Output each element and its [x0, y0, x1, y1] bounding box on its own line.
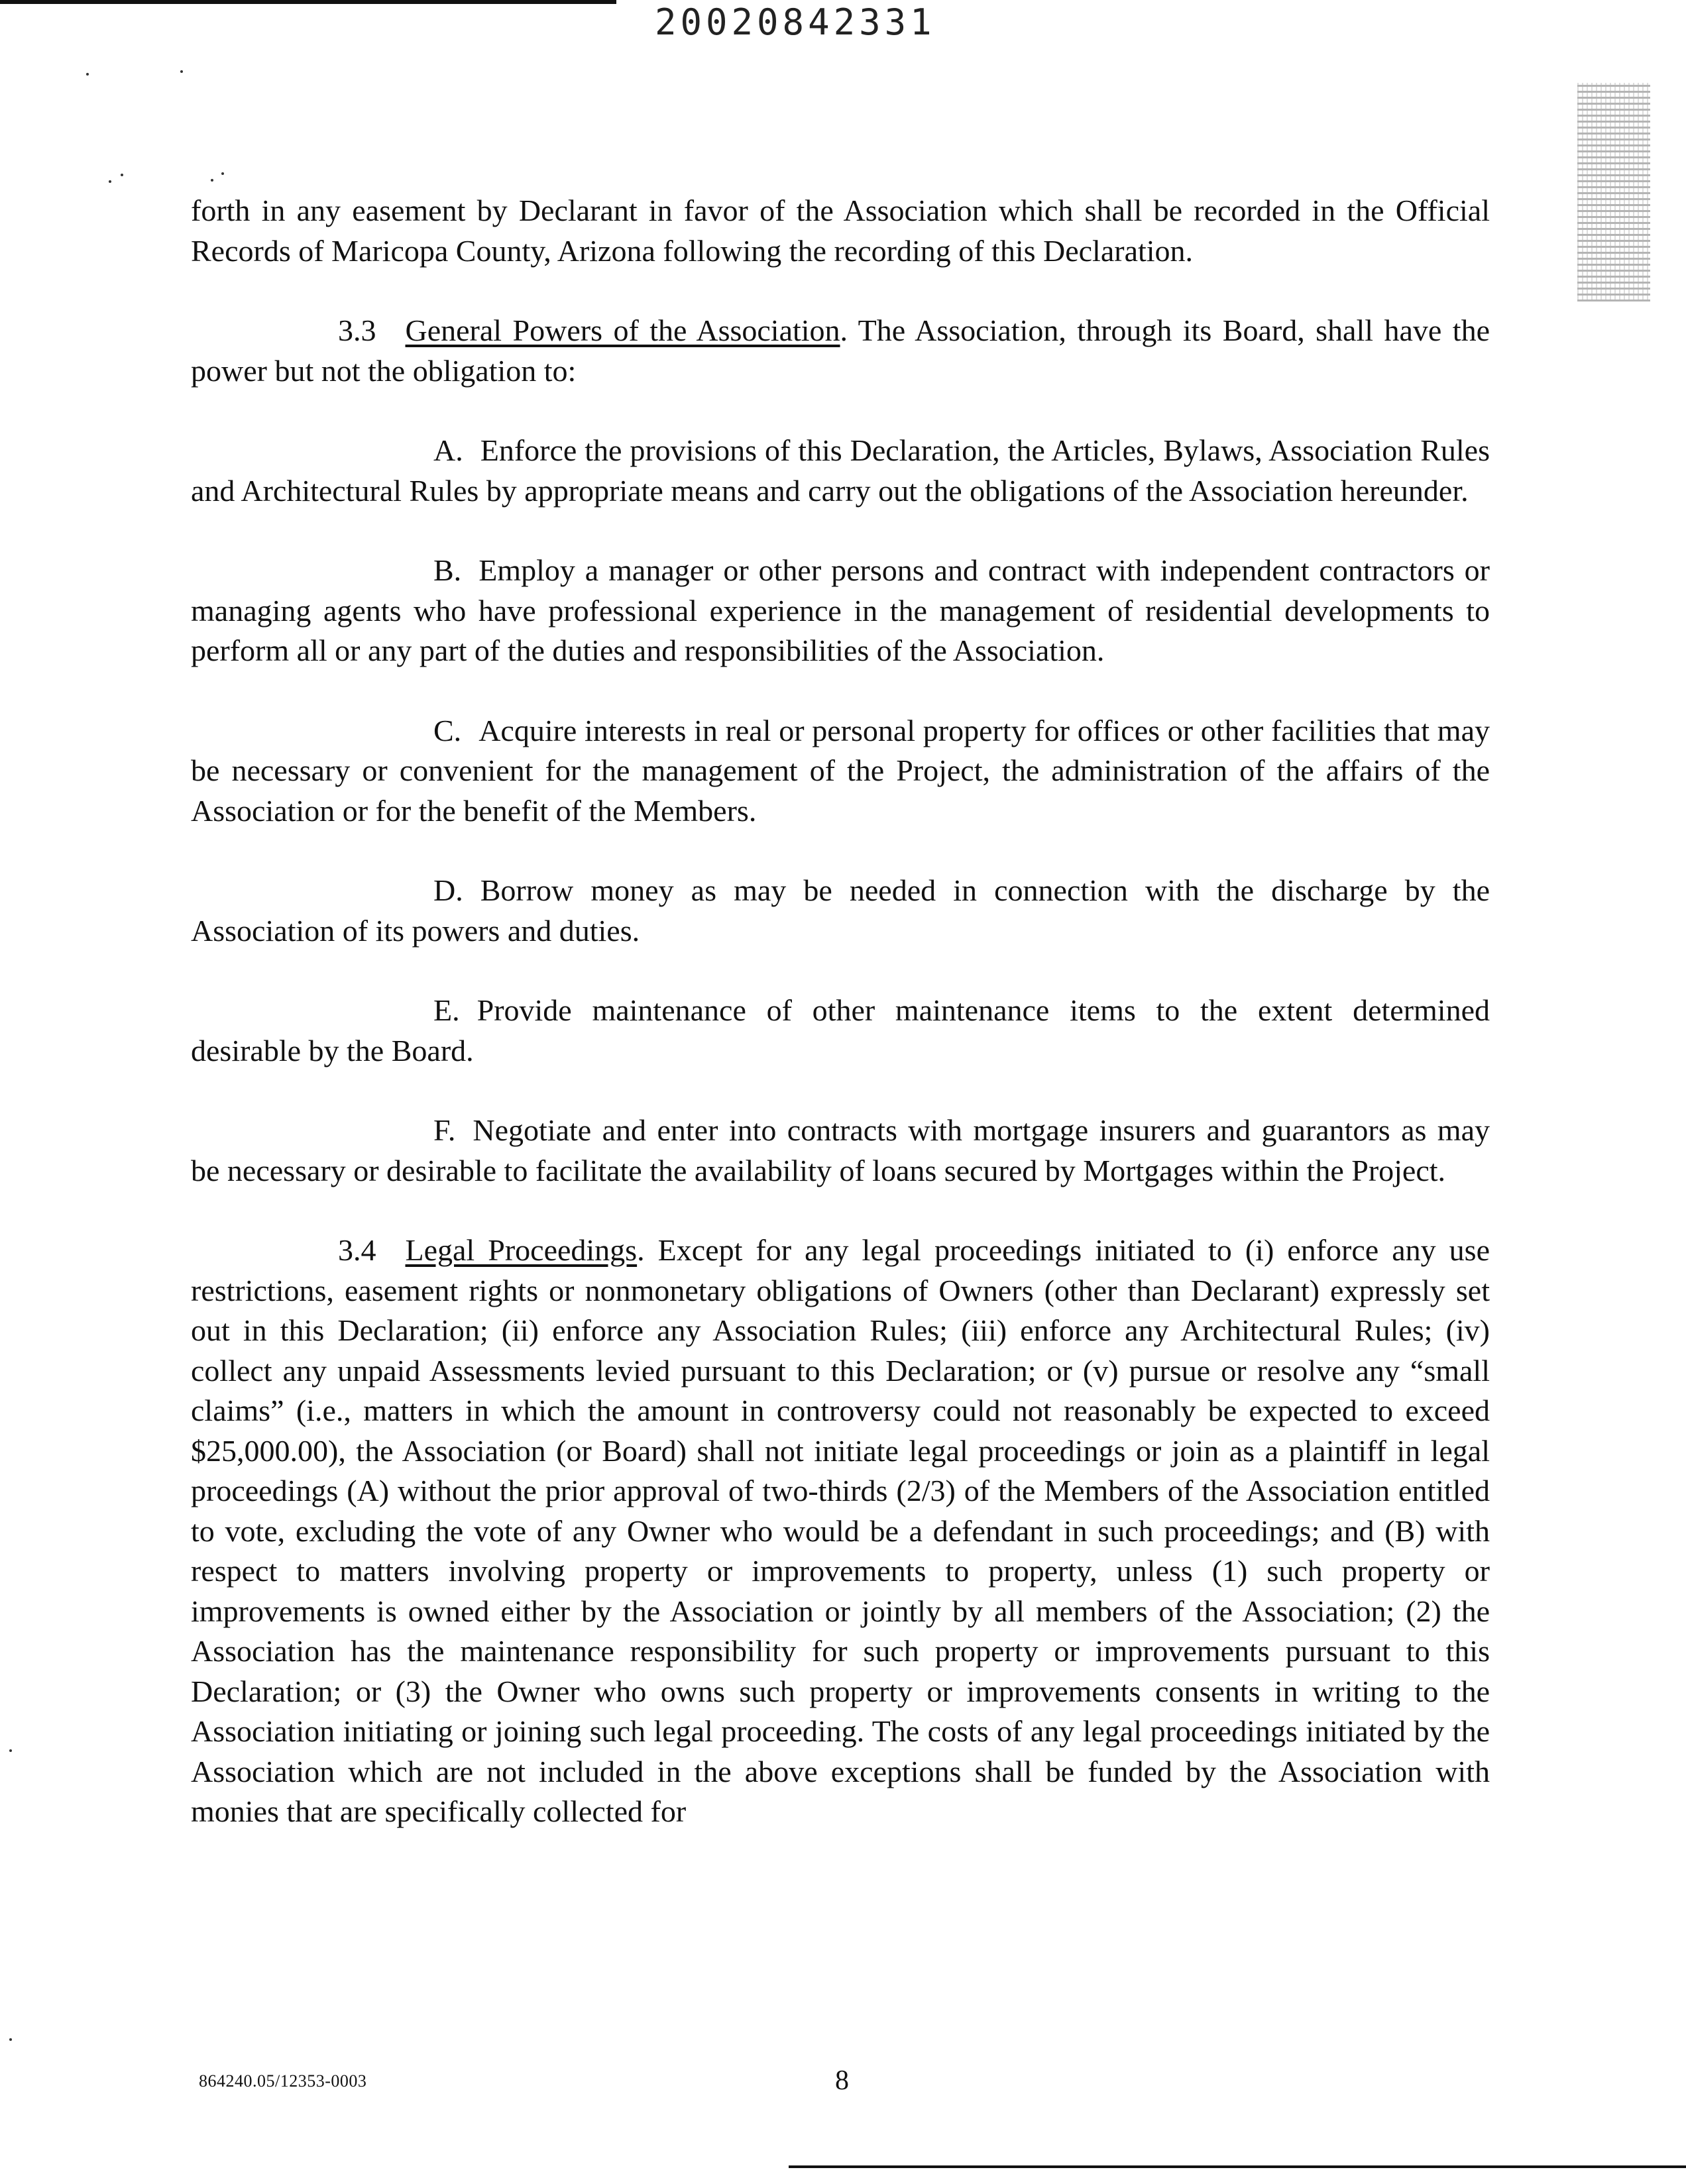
paragraph-continuation: forth in any easement by Declarant in favor of the Association which shall be recorded in the Official Records of Maricopa County, Arizona following the recording of this Declaration. — [191, 193, 1490, 268]
section-text: . Except for any legal proceedings initiated to (i) enforce any use restrictions, easement rights or nonmonetary obligations of Owners (other than Declarant) expressly set out in this Declaration; (ii) enforce any Association Rules; (iii) enforce any Architectural Rules; (iv) collect any unpaid Assessments levied pursuant to this Declaration; or (v) pursue or resolve any “small claims” (i.e., matters in which the amount in controversy could not reasonably be expected to exceed $25,000.00), the Association (or Board) shall not initiate legal proceedings or join as a plaintiff in legal proceedings (A) without the prior approval of two-thirds (2/3) of the Members of the Association entitled to vote, excluding the vote of any Owner who would be a defendant in such proceedings; and (B) with respect to matters involving property or improvements to property, unless (1) such property or improvements is owned either by the Association or jointly by all members of the Association; (2) the Association has the maintenance responsibility for such property or improvements pursuant to this Declaration; or (3) the Owner who owns such property or improvements consents in writing to the Association initiating or joining such legal proceeding. The costs of any legal proceedings initiated by the Association which are not included in the above exceptions shall be funded by the Association with monies that are specifically collected for — [191, 1233, 1490, 1828]
section-title: General Powers of the Association — [405, 313, 840, 347]
item-text: Employ a manager or other persons and contract with independent contractors or managing agents who have professional experience in the management of residential developments to perform all or any part of the duties and responsibilities of the Association. — [191, 553, 1490, 667]
section-title: Legal Proceedings — [405, 1233, 638, 1267]
item-c — [191, 711, 1490, 832]
item-label: B. — [433, 553, 462, 587]
scan-speck — [180, 70, 183, 73]
item-label: F. — [433, 1113, 456, 1147]
page-number: 8 — [835, 2065, 849, 2096]
item-e — [191, 991, 1490, 1071]
section-text: . The Association, through its Board, shall have the power but not the obligation to: — [191, 313, 1490, 388]
scan-speck — [121, 174, 123, 176]
item-text: Provide maintenance of other maintenance items to the extent determined desirable by the Board. — [191, 993, 1490, 1067]
item-d — [191, 871, 1490, 951]
footer-document-code: 864240.05/12353-0003 — [199, 2071, 367, 2091]
scan-speck — [9, 2038, 12, 2041]
scan-speck — [9, 1749, 12, 1752]
scan-speck — [109, 180, 111, 183]
top-rule — [0, 0, 616, 4]
scan-speck — [221, 172, 224, 175]
item-text: Acquire interests in real or personal property for offices or other facilities that may be necessary or convenient for the management of the Project, the administration of the affairs of the Association or for the benefit of the Members. — [191, 713, 1490, 828]
bottom-rule — [789, 2165, 1686, 2168]
section-number: 3.4 — [338, 1233, 376, 1267]
item-label: D. — [433, 873, 463, 907]
item-b — [191, 551, 1490, 671]
item-text: Negotiate and enter into contracts with mortgage insurers and guarantors as may be necessary or desirable to facilitate the availability of loans secured by Mortgages within the Project. — [191, 1113, 1490, 1187]
scan-stamp-mark — [1577, 83, 1650, 301]
item-label: A. — [433, 433, 463, 467]
document-number: 20020842331 — [655, 1, 936, 43]
item-label: C. — [433, 713, 462, 747]
item-a — [191, 431, 1490, 511]
scan-speck — [211, 179, 213, 182]
scan-speck — [86, 73, 89, 76]
item-f — [191, 1111, 1490, 1191]
section-number: 3.3 — [338, 313, 376, 347]
item-text: Enforce the provisions of this Declaration, the Articles, Bylaws, Association Rules and Architectural Rules by appropriate means and carry out the obligations of the Association hereunder. — [191, 433, 1490, 508]
item-label: E. — [433, 993, 460, 1027]
document-body — [191, 191, 1490, 1872]
section-3-4 — [191, 1230, 1490, 1832]
section-3-3 — [191, 311, 1490, 391]
item-text: Borrow money as may be needed in connection with the discharge by the Association of its powers and duties. — [191, 873, 1490, 948]
